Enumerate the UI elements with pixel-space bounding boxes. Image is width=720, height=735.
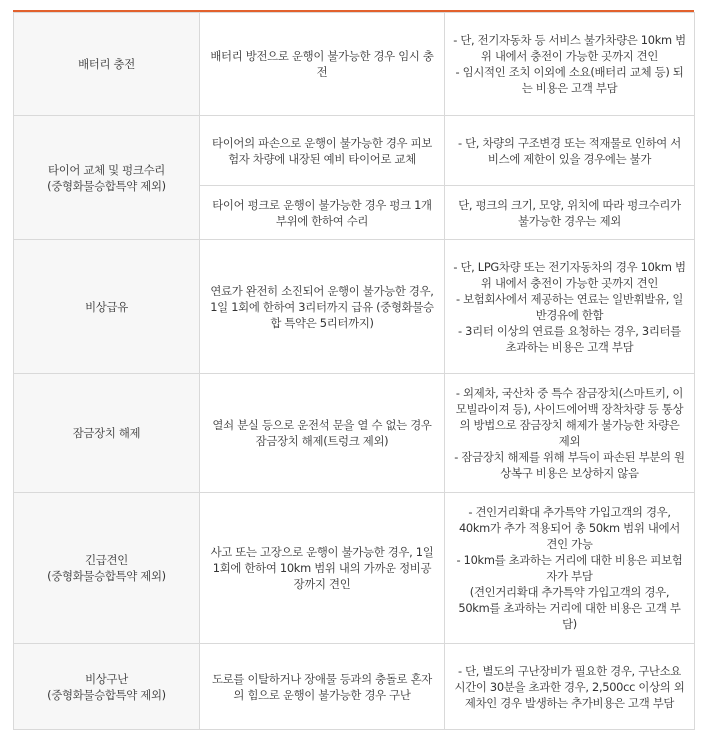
service-name: 배터리 충전 [78, 57, 135, 71]
service-desc-cell [200, 644, 445, 730]
service-desc-cell [200, 374, 445, 493]
service-name-sub: (중형화물승합특약 제외) [47, 687, 166, 702]
table-row [14, 374, 695, 493]
service-desc: 타이어의 파손으로 운행이 불가능한 경우 피보험자 차량에 내장된 예비 타이어로 교체 [212, 135, 432, 166]
service-note: - 3리터 이상의 연료를 요청하는 경우, 3리터를 초과하는 비용은 고객 부담 [458, 323, 681, 354]
table-row [14, 493, 695, 644]
service-note: - 보험회사에서 제공하는 연료는 일반휘발유, 일반경유에 한함 [455, 291, 684, 322]
service-table [13, 12, 695, 730]
service-name-sub: (중형화물승합특약 제외) [47, 178, 166, 193]
service-note: - 단, 차량의 구조변경 또는 적재물로 인하여 서비스에 제한이 있을 경우에는 불가 [457, 135, 682, 166]
service-desc-cell [200, 116, 445, 186]
table-row [14, 13, 695, 116]
service-desc: 타이어 펑크로 운행이 불가능한 경우 펑크 1개 부위에 한하여 수리 [212, 197, 432, 228]
service-name-sub: (중형화물승합특약 제외) [47, 569, 166, 583]
service-desc-cell [200, 13, 445, 116]
service-note: - 임시적인 조치 이외에 소요(배터리 교체 등) 되는 비용은 고객 부담 [455, 65, 684, 95]
service-note-cell [445, 374, 695, 493]
service-desc-cell [200, 240, 445, 374]
service-note: - 잠금장치 해제를 위해 부득이 파손된 부분의 원상복구 비용은 보상하지 않음 [454, 450, 685, 480]
service-desc-cell [200, 493, 445, 644]
service-name: 비상급유 [85, 299, 128, 314]
service-table-container [13, 10, 694, 730]
service-name: 긴급견인 [85, 553, 128, 567]
service-note-cell [445, 240, 695, 374]
service-note: - 10km를 초과하는 거리에 대한 비용은 피보험자가 부담 [456, 553, 683, 583]
service-note: - 단, 별도의 구난장비가 필요한 경우, 구난소요시간이 30분을 초과한 경우, 2,500cc 이상의 외제차인 경우 발생하는 추가비용은 고객 부담 [454, 663, 685, 710]
service-note-cell [445, 116, 695, 186]
service-note-cell [445, 644, 695, 730]
service-name-cell [14, 116, 200, 240]
service-note: (견인거리확대 추가특약 가입고객의 경우, 50km를 초과하는 거리에 대한 비용은 고객 부담) [458, 585, 681, 631]
service-note: 단, 펑크의 크기, 모양, 위치에 따라 펑크수리가 불가능한 경우는 제외 [458, 197, 681, 228]
service-desc: 배터리 방전으로 운행이 불가능한 경우 임시 충전 [210, 49, 434, 79]
service-name-cell [14, 374, 200, 493]
service-name: 타이어 교체 및 펑크수리 [48, 162, 165, 177]
service-name-cell [14, 644, 200, 730]
service-desc-cell [200, 186, 445, 240]
service-note: - 단, LPG차량 또는 전기자동차의 경우 10km 범위 내에서 충전이 가능한 곳까지 견인 [453, 259, 686, 290]
service-note: - 외제차, 국산차 중 특수 잠금장치(스마트키, 이모빌라이져 등), 사이드에어백 장착차량 등 통상의 방법으로 잠금장치 해제가 불가능한 차량은 제외 [455, 386, 684, 448]
table-row [14, 116, 695, 186]
service-note-cell [445, 493, 695, 644]
service-name-cell [14, 493, 200, 644]
service-desc: 연료가 완전히 소진되어 운행이 불가능한 경우, 1일 1회에 한하여 3리터까지 급유 (중형화물승합 특약은 5리터까지) [210, 283, 434, 330]
service-note-cell [445, 186, 695, 240]
service-name: 비상구난 [85, 671, 128, 686]
table-row [14, 644, 695, 730]
service-name-cell [14, 13, 200, 116]
service-name-cell [14, 240, 200, 374]
service-note-cell [445, 13, 695, 116]
service-note: - 견인거리확대 추가특약 가입고객의 경우, 40km가 추가 적용되어 총 50km 범위 내에서 견인 가능 [458, 505, 681, 551]
service-desc: 열쇠 분실 등으로 운전석 문을 열 수 없는 경우 잠금장치 해제(트렁크 제외) [212, 418, 432, 448]
table-row [14, 240, 695, 374]
service-desc: 사고 또는 고장으로 운행이 불가능한 경우, 1일 1회에 한하여 10km 범위 내의 가까운 정비공장까지 견인 [210, 545, 434, 591]
service-note: - 단, 전기자동차 등 서비스 불가차량은 10km 범위 내에서 충전이 가능한 곳까지 견인 [453, 33, 686, 63]
service-desc: 도로를 이탈하거나 장애물 등과의 충돌로 혼자의 힘으로 운행이 불가능한 경우 구난 [212, 671, 432, 702]
service-name: 잠금장치 해제 [72, 426, 141, 440]
